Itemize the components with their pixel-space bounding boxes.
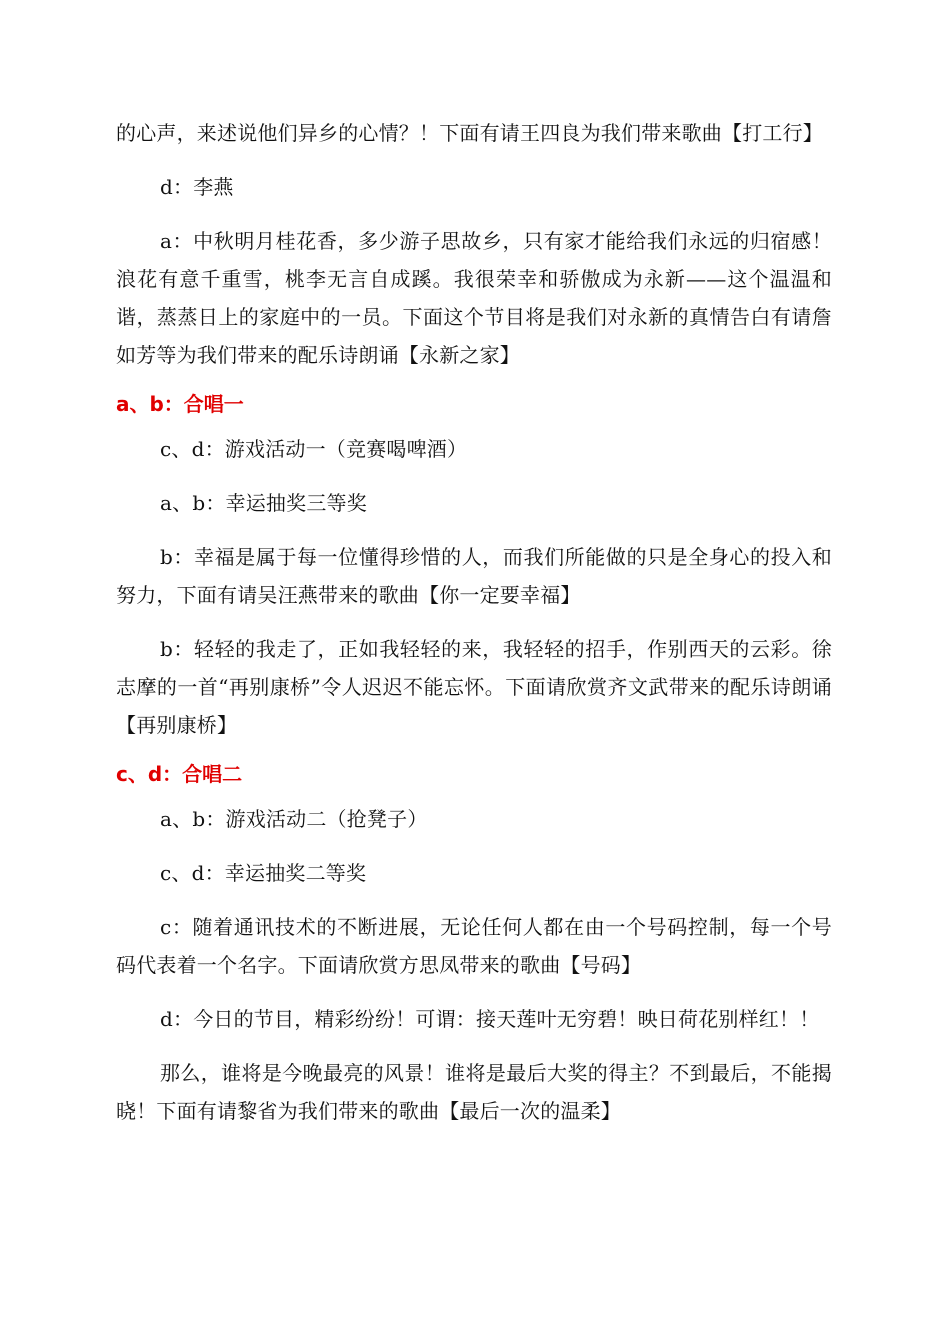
paragraph: d：今日的节目，精彩纷纷！可谓：接天莲叶无穷碧！映日荷花别样红！！ (160, 1007, 820, 1031)
paragraph: d：李燕 (160, 175, 234, 199)
paragraph: c、d：游戏活动一（竞赛喝啤酒） (160, 437, 468, 461)
paragraph: b：幸福是属于每一位懂得珍惜的人，而我们所能做的只是全身心的投入和努力，下面有请吴汪燕带来的歌曲【你一定要幸福】 (116, 545, 832, 607)
paragraph: 那么，谁将是今晚最亮的风景！谁将是最后大奖的得主？不到最后，不能揭晓！下面有请黎省为我们带来的歌曲【最后一次的温柔】 (116, 1061, 832, 1123)
paragraph: c、d：幸运抽奖二等奖 (160, 861, 367, 885)
paragraph: 的心声，来述说他们异乡的心情？！下面有请王四良为我们带来歌曲【打工行】 (116, 121, 823, 145)
paragraph: a、b：幸运抽奖三等奖 (160, 491, 367, 515)
paragraph: b：轻轻的我走了，正如我轻轻的来，我轻轻的招手，作别西天的云彩。徐志摩的一首“再别康桥”令人迟迟不能忘怀。下面请欣赏齐文武带来的配乐诗朗诵【再别康桥】 (116, 637, 832, 737)
paragraph: c：随着通讯技术的不断进展，无论任何人都在由一个号码控制，每一个号码代表着一个名字。下面请欣赏方思凤带来的歌曲【号码】 (116, 915, 832, 977)
document-body (116, 114, 832, 1146)
section-heading: c、d：合唱二 (116, 762, 243, 786)
section-heading: a、b：合唱一 (116, 392, 244, 416)
paragraph: a：中秋明月桂花香，多少游子思故乡，只有家才能给我们永远的归宿感！浪花有意千重雪，桃李无言自成蹊。我很荣幸和骄傲成为永新——这个温温和谐，蒸蒸日上的家庭中的一员。下面这个节目将是我们对永新的真情告白有请詹如芳等为我们带来的配乐诗朗诵【永新之家】 (116, 229, 832, 367)
paragraph: a、b：游戏活动二（抢凳子） (160, 807, 428, 831)
